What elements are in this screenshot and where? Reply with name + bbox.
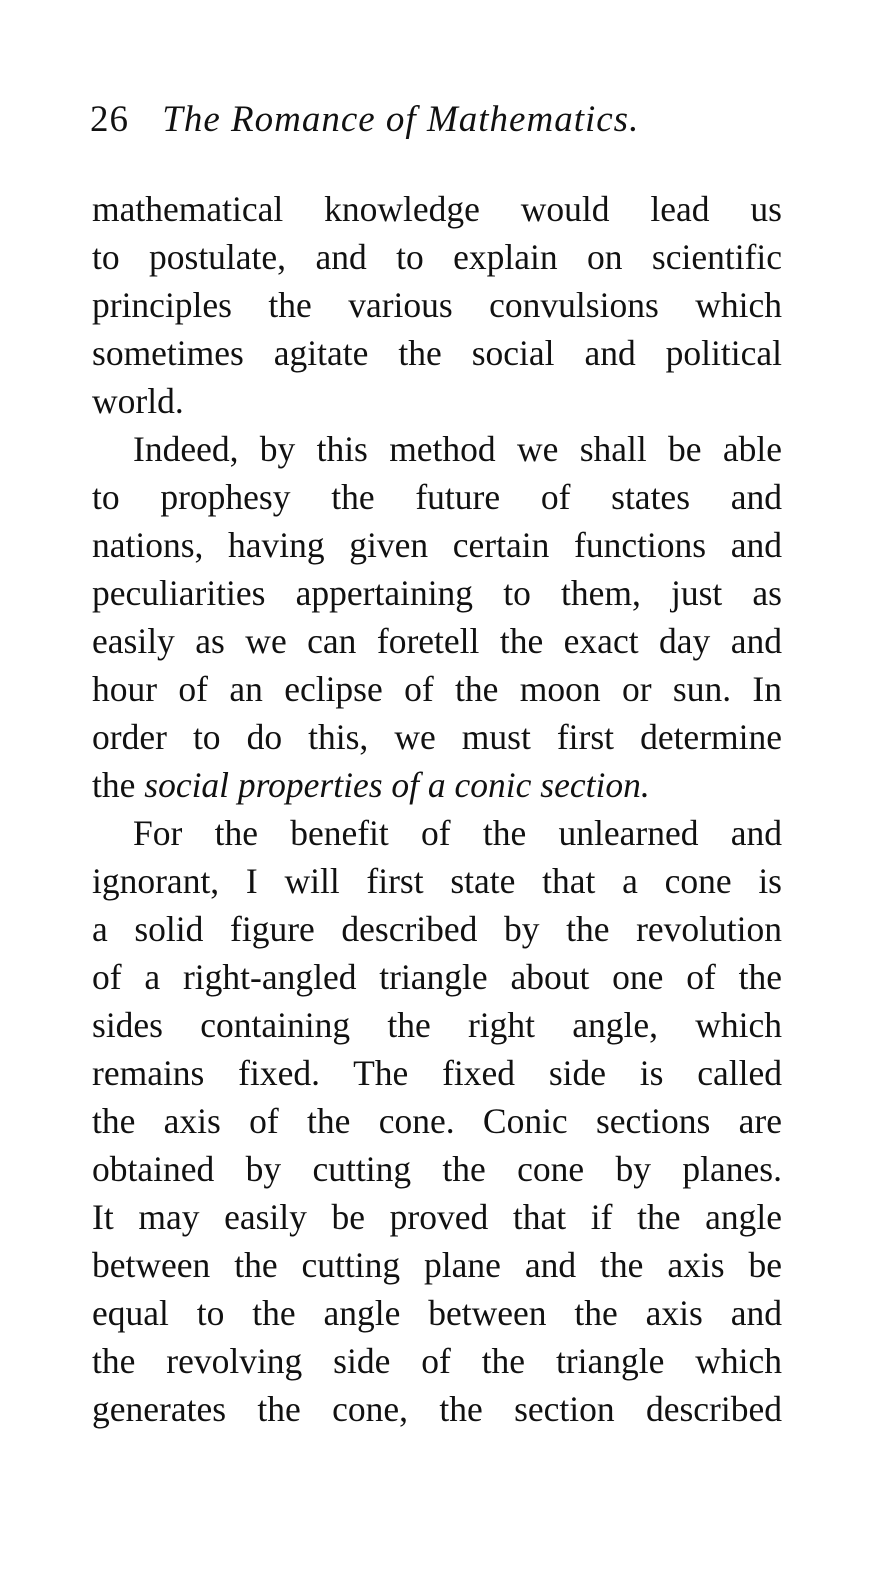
text-line: easily as we can foretell the exact day and	[92, 621, 782, 661]
text-line: mathematical knowledge would lead us	[92, 189, 782, 229]
text-line: obtained by cutting the cone by planes.	[92, 1149, 782, 1189]
text-line: equal to the angle between the axis and	[92, 1293, 782, 1333]
body-text	[92, 185, 782, 1433]
running-title: The Romance of Mathematics.	[162, 99, 640, 140]
text-line: the revolving side of the triangle which	[92, 1341, 782, 1381]
text-line: to postulate, and to explain on scientific	[92, 237, 782, 277]
text-line: remains fixed. The fixed side is called	[92, 1053, 782, 1093]
text-line: ignorant, I will first state that a cone is	[92, 861, 782, 901]
italic-phrase: social properties of a conic section.	[144, 765, 650, 805]
text-line: It may easily be proved that if the angle	[92, 1197, 782, 1237]
text-line-prefix: the	[92, 765, 145, 805]
page-number: 26	[90, 99, 129, 140]
text-line: Indeed, by this method we shall be able	[133, 429, 782, 469]
text-line: principles the various convulsions which	[92, 285, 782, 325]
text-line: order to do this, we must first determine	[92, 717, 782, 757]
text-line: a solid figure described by the revolution	[92, 909, 782, 949]
text-line: the axis of the cone. Conic sections are	[92, 1101, 782, 1141]
text-line: between the cutting plane and the axis be	[92, 1245, 782, 1285]
text-line	[92, 761, 782, 809]
text-line: of a right-angled triangle about one of the	[92, 957, 782, 997]
text-line: sometimes agitate the social and political	[92, 333, 782, 373]
text-line: peculiarities appertaining to them, just as	[92, 573, 782, 613]
text-line: to prophesy the future of states and	[92, 477, 782, 517]
text-line: world.	[92, 381, 184, 421]
text-line: For the benefit of the unlearned and	[133, 813, 782, 853]
text-line: generates the cone, the section described	[92, 1389, 782, 1429]
page-header	[90, 92, 790, 148]
text-line: nations, having given certain functions and	[92, 525, 782, 565]
text-line: hour of an eclipse of the moon or sun. In	[92, 669, 782, 709]
text-line: sides containing the right angle, which	[92, 1005, 782, 1045]
